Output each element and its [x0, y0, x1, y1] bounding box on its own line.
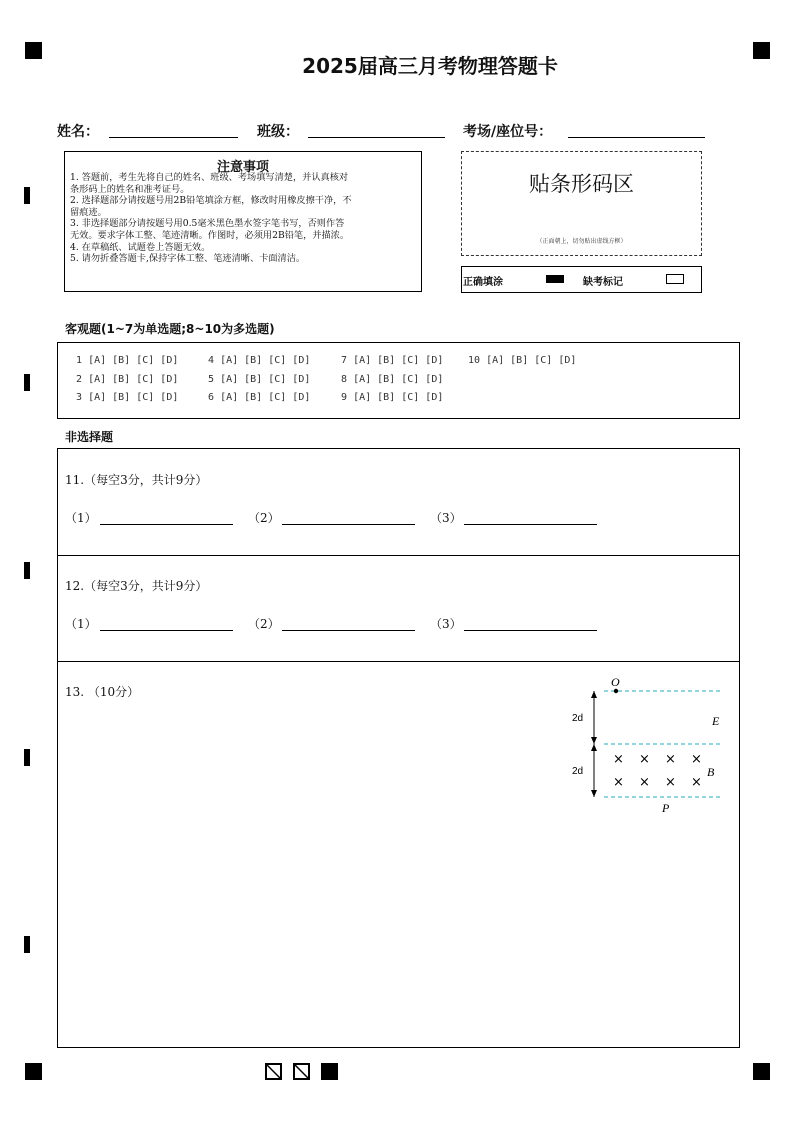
- notice-line: 条形码上的姓名和准考证号。: [70, 183, 190, 195]
- q13-answer-space[interactable]: [65, 705, 565, 1035]
- q13-title: 13. （10分）: [65, 685, 140, 699]
- arrow-head: [591, 737, 597, 744]
- name-label: 姓名：: [57, 124, 99, 140]
- mc-row-q2[interactable]: [76, 374, 178, 385]
- subjective-section-label: 非选择题: [65, 430, 114, 444]
- absent-mark-box[interactable]: [666, 274, 684, 284]
- q11-title: 11.（每空3分，共计9分）: [65, 473, 208, 487]
- timing-mark: [24, 936, 30, 953]
- mc-row-q7[interactable]: [341, 355, 443, 366]
- field-cross-icon: ×: [613, 775, 624, 790]
- section-divider: [58, 555, 739, 556]
- barcode-title: 贴条形码区: [529, 172, 634, 196]
- q11-blank-2[interactable]: [282, 524, 415, 525]
- page-title: 2025届高三月考物理答题卡: [302, 54, 558, 78]
- notice-box: [64, 151, 422, 292]
- label-2d-top: 2d: [572, 713, 584, 724]
- choice-options: [A] [B] [C] [D]: [353, 374, 444, 385]
- notice-line: 2. 选择题部分请按题号用2B铅笔填涂方框，修改时用橡皮擦干净，不: [70, 195, 352, 207]
- arrow-head: [591, 744, 597, 751]
- timing-mark: [24, 187, 30, 204]
- seat-field[interactable]: [568, 137, 705, 138]
- timing-mark: [24, 562, 30, 579]
- objective-section-label: 客观题(1~7为单选题;8~10为多选题): [65, 322, 275, 336]
- notice-line: 1. 答题前，考生先将自己的姓名、班级、考场填写清楚，并认真核对: [70, 172, 349, 183]
- class-field[interactable]: [308, 137, 445, 138]
- q11-blank-3[interactable]: [464, 524, 597, 525]
- field-cross-icon: ×: [665, 752, 676, 767]
- choice-options: [A] [B] [C] [D]: [220, 355, 311, 366]
- label-p: P: [662, 801, 670, 815]
- mc-row-q1[interactable]: [76, 355, 178, 366]
- mc-row-q4[interactable]: [208, 355, 310, 366]
- mc-row-q10[interactable]: [468, 355, 576, 366]
- arrow-head: [591, 691, 597, 698]
- mc-row-q8[interactable]: [341, 374, 443, 385]
- question-number: 10: [468, 355, 481, 366]
- field-cross-icon: ×: [691, 775, 702, 790]
- correct-fill-sample: [546, 275, 564, 283]
- choice-options: [A] [B] [C] [D]: [220, 374, 311, 385]
- label-b: B: [707, 765, 715, 779]
- correct-fill-label: 正确填涂: [463, 277, 503, 288]
- q12-title: 12.（每空3分，共计9分）: [65, 579, 208, 593]
- section-divider: [58, 661, 739, 662]
- question-number: 8: [341, 374, 348, 385]
- notice-line: 3. 非选择题部分请按题号用0.5毫米黑色墨水签字笔书写，否则作答: [70, 218, 345, 230]
- point-o: [614, 689, 618, 693]
- q12-blank-2-label: （2）: [248, 617, 280, 631]
- q12-blank-1-label: （1）: [65, 617, 97, 631]
- field-cross-icon: ×: [639, 775, 650, 790]
- timing-mark: [24, 749, 30, 766]
- q11-blank-1[interactable]: [100, 524, 233, 525]
- question-number: 9: [341, 392, 348, 403]
- question-number: 2: [76, 374, 83, 385]
- notice-line: 留痕迹。: [70, 206, 107, 218]
- choice-options: [A] [B] [C] [D]: [486, 355, 577, 366]
- q11-blank-1-label: （1）: [65, 511, 97, 525]
- mc-row-q9[interactable]: [341, 392, 443, 403]
- fill-legend: [461, 266, 702, 293]
- choice-options: [A] [B] [C] [D]: [88, 355, 179, 366]
- mc-row-q5[interactable]: [208, 374, 310, 385]
- label-o: O: [611, 675, 620, 689]
- absent-mark-label: 缺考标记: [583, 277, 623, 288]
- label-e: E: [712, 714, 720, 728]
- q11-blank-2-label: （2）: [248, 511, 280, 525]
- field-cross-icon: ×: [613, 752, 624, 767]
- notice-text: [70, 172, 416, 265]
- corner-mark-bottom-left: [25, 1063, 42, 1080]
- field-cross-icon: ×: [639, 752, 650, 767]
- field-diagram: [568, 671, 738, 821]
- question-number: 4: [208, 355, 215, 366]
- q12-blank-3-label: （3）: [430, 617, 462, 631]
- question-number: 5: [208, 374, 215, 385]
- barcode-area[interactable]: [461, 151, 702, 256]
- notice-line: 无效。要求字体工整、笔迹清晰。作图时，必须用2B铅笔，并描浓。: [70, 229, 350, 241]
- mc-row-q6[interactable]: [208, 392, 310, 403]
- multiple-choice-grid: [57, 342, 740, 419]
- answer-area: [57, 448, 740, 1048]
- q12-blank-2[interactable]: [282, 630, 415, 631]
- field-cross-icon: ×: [665, 775, 676, 790]
- q12-blank-1[interactable]: [100, 630, 233, 631]
- mc-row-q3[interactable]: [76, 392, 178, 403]
- q12-blank-3[interactable]: [464, 630, 597, 631]
- seat-label: 考场/座位号：: [463, 124, 553, 140]
- question-number: 7: [341, 355, 348, 366]
- q11-blank-3-label: （3）: [430, 511, 462, 525]
- barcode-note: （正面朝上，切勿贴出虚线方框）: [536, 238, 627, 245]
- choice-options: [A] [B] [C] [D]: [353, 392, 444, 403]
- label-2d-bottom: 2d: [572, 766, 584, 777]
- choice-options: [A] [B] [C] [D]: [220, 392, 311, 403]
- page-id-slash-box: [293, 1063, 310, 1080]
- page-id-slash-box: [265, 1063, 282, 1080]
- choice-options: [A] [B] [C] [D]: [353, 355, 444, 366]
- corner-mark-bottom-right: [753, 1063, 770, 1080]
- notice-line: 4. 在草稿纸、试题卷上答题无效。: [70, 241, 211, 253]
- question-number: 1: [76, 355, 83, 366]
- question-number: 3: [76, 392, 83, 403]
- arrow-head: [591, 790, 597, 797]
- class-label: 班级：: [257, 124, 299, 140]
- choice-options: [A] [B] [C] [D]: [88, 374, 179, 385]
- field-cross-icon: ×: [691, 752, 702, 767]
- page-id-filled-box: [321, 1063, 338, 1080]
- question-number: 6: [208, 392, 215, 403]
- notice-title: 注意事项: [216, 160, 269, 175]
- timing-mark: [24, 374, 30, 391]
- notice-line: 5. 请勿折叠答题卡,保持字体工整、笔迹清晰、卡面清洁。: [70, 253, 306, 265]
- choice-options: [A] [B] [C] [D]: [88, 392, 179, 403]
- name-field[interactable]: [109, 137, 238, 138]
